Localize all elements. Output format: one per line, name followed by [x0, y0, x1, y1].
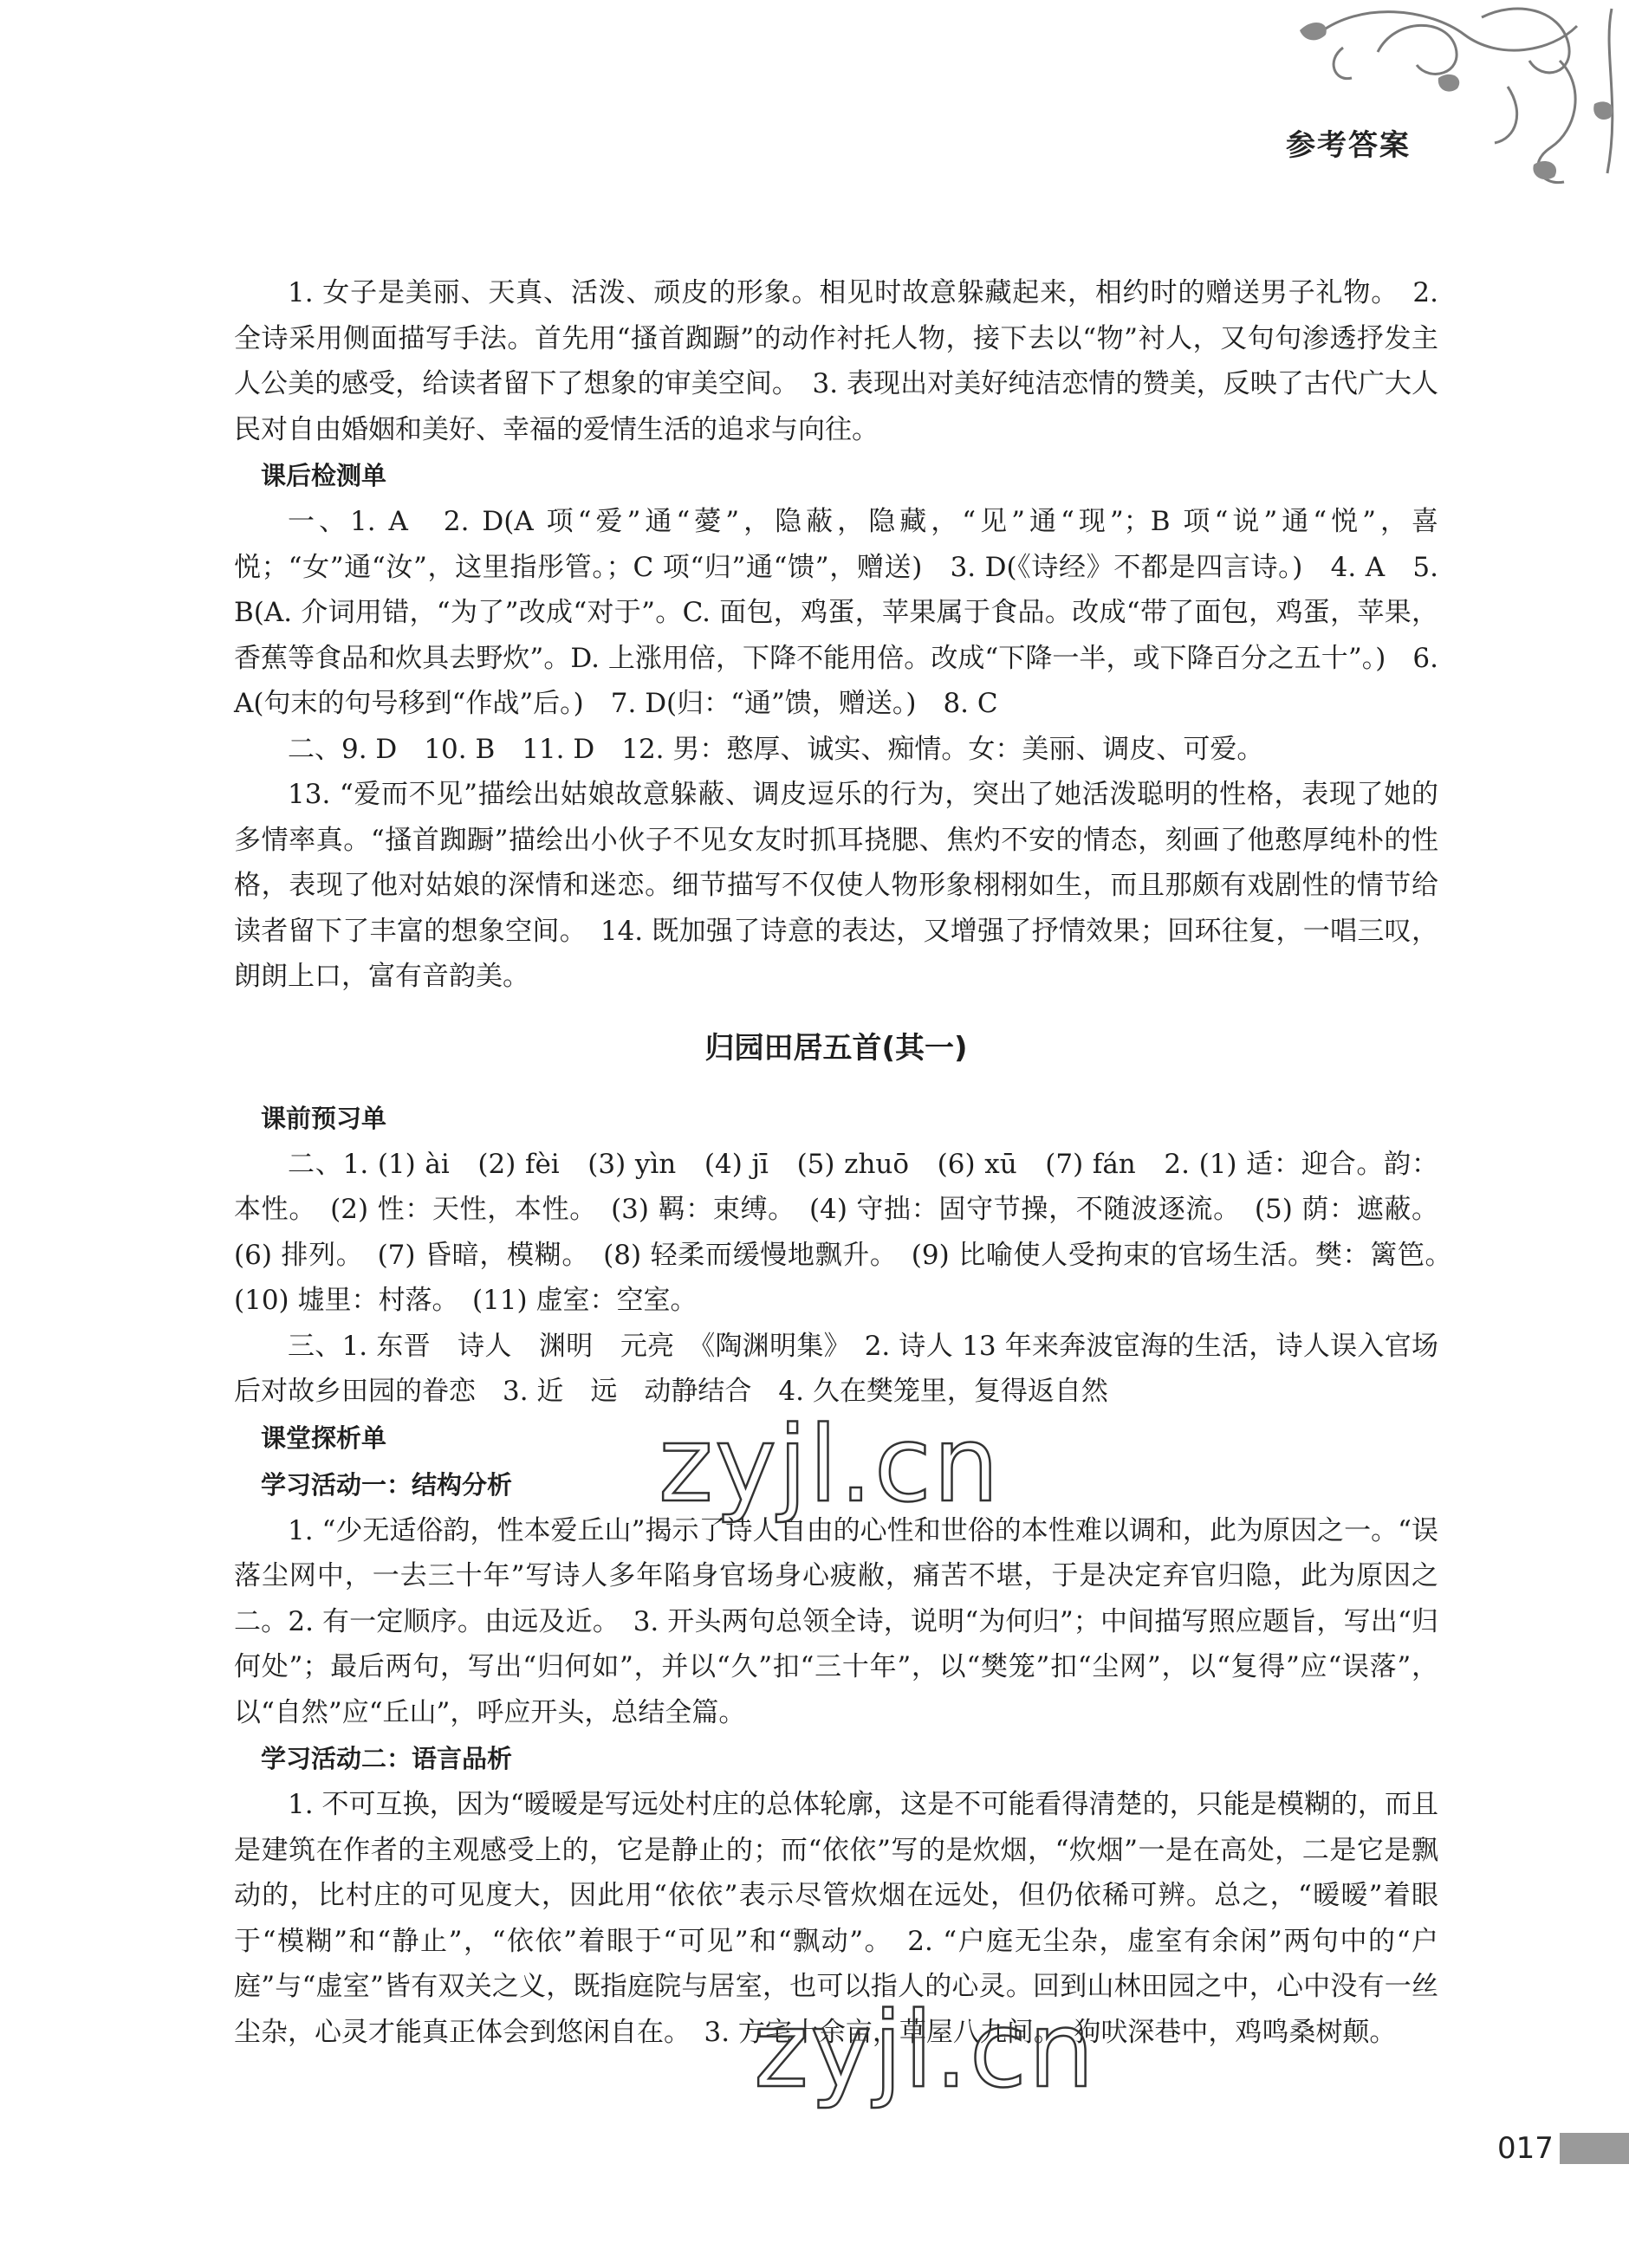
- activity-two-title: 学习活动二：语言品析: [261, 1744, 513, 1773]
- section-label-pre-class: 课前预习单: [261, 1103, 387, 1133]
- watermark-text: zyjl.cn: [659, 1405, 1001, 1526]
- answer-paragraph: 二、1. (1) ài (2) fèi (3) yìn (4) jī (5) zhuō (6) xū (7) fán 2. (1) 适：迎合。韵：本性。 (2) 性：天性，本性。 (3) 羁：束缚。 (4) 守拙：固守节操，不随波逐流。 (5) 荫：遮蔽。(6) 排列。 (7) 昏暗，模糊。 (8) 轻柔而缓慢地飘升。 (9) 比喻使人受拘束的官场生活。樊：篱笆。 (10) 墟里：村落。 (11) 虚室：空室。: [234, 1148, 1465, 1316]
- answer-paragraph: 1. 不可互换，因为“暧暧是写远处村庄的总体轮廓，这是不可能看得清楚的，只能是模糊的，而且是建筑在作者的主观感受上的，它是静止的；而“依依”写的是炊烟，“炊烟”一是在高处，二是它是飘动的，比村庄的可见度大，因此用“依依”表示尽管炊烟在远处，但仍依稀可辨。总之，“暧暧”着眼于“模糊”和“静止”，“依依”着眼于“可见”和“飘动”。 2. “户庭无尘杂，虚室有余闲”两句中的“户庭”与“虚室”皆有双关之义，既指庭院与居室，也可以指人的心灵。回到山林田园之中，心中没有一丝尘杂，心灵才能真正体会到悠闲自在。 3. 方宅十余亩，草屋八九间。 狗吠深巷中，鸡鸣桑树颠。: [234, 1789, 1438, 2048]
- page-number: 017: [1497, 2131, 1554, 2166]
- answer-paragraph: 一、1. A 2. D(A 项“爱”通“薆”，隐蔽，隐藏，“见”通“现”；B 项“说”通“悦”，喜悦；“女”通“汝”，这里指彤管。；C 项“归”通“馈”，赠送) 3. D(《诗经》不都是四言诗。) 4. A 5. B(A. 介词用错，“为了”改成“对于”。C. 面包，鸡蛋，苹果属于食品。改成“带了面包，鸡蛋，苹果，香蕉等食品和炊具去野炊”。D. 上涨用倍，下降不能用倍。改成“下降一半，或下降百分之五十”。) 6. A(句末的句号移到“作战”后。) 7. D(归：“通”馈，赠送。) 8. C: [234, 506, 1438, 719]
- answer-paragraph: 13. “爱而不见”描绘出姑娘故意躲蔽、调皮逗乐的行为，突出了她活泼聪明的性格，表现了她的多情率真。“搔首踟蹰”描绘出小伙子不见女友时抓耳挠腮、焦灼不安的情态，刻画了他憨厚纯朴的性格，表现了他对姑娘的深情和迷恋。细节描写不仅使人物形象栩栩如生，而且那颇有戏剧性的情节给读者留下了丰富的想象空间。 14. 既加强了诗意的表达，又增强了抒情效果；回环往复，一唱三叹，朗朗上口，富有音韵美。: [234, 779, 1438, 992]
- section-title: 归园田居五首(其一): [704, 1030, 968, 1066]
- activity-one-title: 学习活动一：结构分析: [261, 1469, 513, 1500]
- answer-paragraph: 三、1. 东晋 诗人 渊明 元亮 《陶渊明集》 2. 诗人 13 年来奔波宦海的生活，诗人误入官场后对故乡田园的眷恋 3. 近 远 动静结合 4. 久在樊笼里，复得返自然: [234, 1330, 1438, 1407]
- corner-ornament-icon: [1265, 0, 1629, 199]
- answer-paragraph: 1. “少无适俗韵，性本爱丘山”揭示了诗人自由的心性和世俗的本性难以调和，此为原因之一。“误落尘网中，一去三十年”写诗人多年陷身官场身心疲敝，痛苦不堪，于是决定弃官归隐，此为原因之二。2. 有一定顺序。由远及近。 3. 开头两句总领全诗，说明“为何归”；中间描写照应题旨，写出“归何处”；最后两句，写出“归何如”，并以“久”扣“三十年”，以“樊笼”扣“尘网”，以“复得”应“误落”，以“自然”应“丘山”，呼应开头，总结全篇。: [234, 1514, 1438, 1728]
- answer-paragraph: 二、9. D 10. B 11. D 12. 男：憨厚、诚实、痴情。女：美丽、调皮、可爱。: [288, 733, 1264, 765]
- section-label-after-class: 课后检测单: [261, 461, 387, 490]
- section-label-in-class: 课堂探析单: [261, 1422, 387, 1453]
- page-content: [234, 270, 1465, 2055]
- watermark-text: zyjl.cn: [754, 1991, 1096, 2111]
- header-title: 参考答案: [1286, 128, 1411, 163]
- page-number-bar: [1560, 2133, 1629, 2164]
- answer-paragraph: 1. 女子是美丽、天真、活泼、顽皮的形象。相见时故意躲藏起来，相约时的赠送男子礼物。 2. 全诗采用侧面描写手法。首先用“搔首踟蹰”的动作衬托人物，接下去以“物”衬人，又句句渗透抒发主人公美的感受，给读者留下了想象的审美空间。 3. 表现出对美好纯洁恋情的赞美，反映了古代广大人民对自由婚姻和美好、幸福的爱情生活的追求与向往。: [234, 277, 1438, 445]
